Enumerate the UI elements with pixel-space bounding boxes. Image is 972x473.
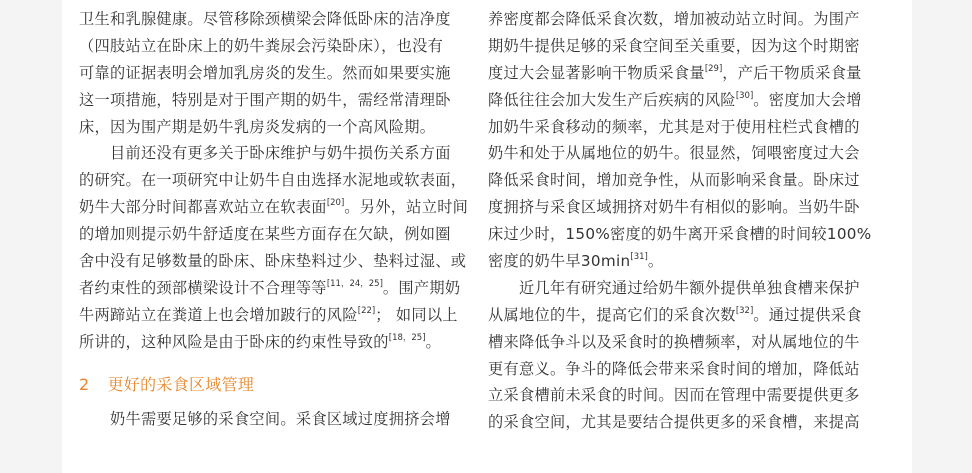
text-line: 的增加则提示奶牛舒适度在某些方面存在欠缺，例如圈 <box>79 225 451 244</box>
citation-ref[interactable]: [22] <box>357 305 376 316</box>
text-line: 的采食空间，尤其是要结合提供更多的采食槽，来提高 <box>488 413 860 432</box>
text-line: 养密度都会降低采食次数，增加被动站立时间。为围产 <box>488 10 860 28</box>
text-line: 近几年有研究通过给奶牛额外提供单独食槽来保护 <box>519 278 860 297</box>
citation-ref[interactable]: [30] <box>735 90 754 101</box>
right-column <box>488 6 878 436</box>
citation-ref[interactable]: [18，25] <box>388 332 426 343</box>
line-text: 奶牛大部分时间都喜欢站立在软表面 <box>79 198 327 217</box>
text-line: （四肢站立在卧床上的奶牛粪尿会污染卧床），也没有 <box>79 36 444 55</box>
text-line <box>79 194 469 221</box>
line-text: 密度的奶牛早30min <box>488 252 631 271</box>
section-number: 2 <box>79 374 90 394</box>
line-text: 。另外，站立时间 <box>344 198 469 217</box>
text-line <box>79 302 469 329</box>
text-line <box>488 248 878 275</box>
citation-ref[interactable]: [20] <box>326 198 345 209</box>
text-line: 这一项措施，特别是对于围产期的奶牛，需经常清理卧 <box>79 90 451 109</box>
text-line: 更有意义。争斗的降低会带来采食时间的增加，降低站 <box>488 359 860 378</box>
text-line <box>79 329 469 356</box>
text-line: 可靠的证据表明会增加乳房炎的发生。然而如果要实施 <box>79 63 451 82</box>
text-line: 奶牛需要足够的采食空间。采食区域过度拥挤会增 <box>110 409 451 428</box>
citation-ref[interactable]: [11，24，25] <box>326 278 383 289</box>
text-line: 目前还没有更多关于卧床维护与奶牛损伤关系方面 <box>110 144 451 163</box>
line-text: 。围产期奶 <box>382 278 461 297</box>
text-line: 床过少时，150%密度的奶牛离开采食槽的时间较100% <box>488 225 872 244</box>
text-line: 立采食槽前未采食的时间。因而在管理中需要提供更多 <box>488 386 860 405</box>
section-title: 更好的采食区域管理 <box>107 374 255 394</box>
citation-ref[interactable]: [31] <box>630 252 648 263</box>
text-line <box>488 60 878 87</box>
line-text: ； 如同以上 <box>375 305 458 324</box>
text-line: 降低采食时间，增加竞争性，从而影响采食量。卧床过 <box>488 171 860 190</box>
section-heading <box>79 372 469 396</box>
text-line <box>488 87 878 114</box>
line-text: 。密度加大会增 <box>753 90 862 109</box>
text-line: 加奶牛采食移动的频率，尤其是对于使用柱栏式食槽的 <box>488 117 860 136</box>
line-text: 降低往往会加大发生产后疾病的风险 <box>488 90 736 109</box>
article-page <box>62 0 912 473</box>
line-text: 。 <box>647 252 664 271</box>
line-text: 度过大会显著影响干物质采食量 <box>488 63 705 82</box>
text-line: 舍中没有足够数量的卧床、卧床垫料过少、垫料过湿、或 <box>79 252 467 271</box>
line-text: 从属地位的牛，提高它们的采食次数 <box>488 305 736 324</box>
text-line: 槽来降低争斗以及采食时的换槽频率，对从属地位的牛 <box>488 332 860 351</box>
left-column <box>79 6 469 432</box>
line-text: 。通过提供采食 <box>753 305 862 324</box>
text-line: 奶牛和处于从属地位的奶牛。很显然，饲喂密度过大会 <box>488 144 860 163</box>
text-line: 床，因为围产期是奶牛乳房炎发病的一个高风险期。 <box>79 117 436 136</box>
text-line: 度拥挤与采食区域拥挤对奶牛有相似的影响。当奶牛卧 <box>488 198 860 217</box>
text-line: 卫生和乳腺健康。尽管移除颈横梁会降低卧床的洁净度 <box>79 10 451 28</box>
line-text: 。 <box>425 332 442 351</box>
text-line <box>488 302 878 329</box>
text-line <box>79 275 469 302</box>
citation-ref[interactable]: [32] <box>735 305 754 316</box>
text-line: 的研究。在一项研究中让奶牛自由选择水泥地或软表面， <box>79 171 467 190</box>
text-line: 期奶牛提供足够的采食空间至关重要，因为这个时期密 <box>488 36 860 55</box>
line-text: ，产后干物质采食量 <box>722 63 862 82</box>
line-text: 者约束性的颈部横梁设计不合理等等 <box>79 278 327 297</box>
line-text: 所讲的，这种风险是由于卧床的约束性导致的 <box>79 332 389 351</box>
line-text: 牛两蹄站立在粪道上也会增加跛行的风险 <box>79 305 358 324</box>
citation-ref[interactable]: [29] <box>704 63 723 74</box>
